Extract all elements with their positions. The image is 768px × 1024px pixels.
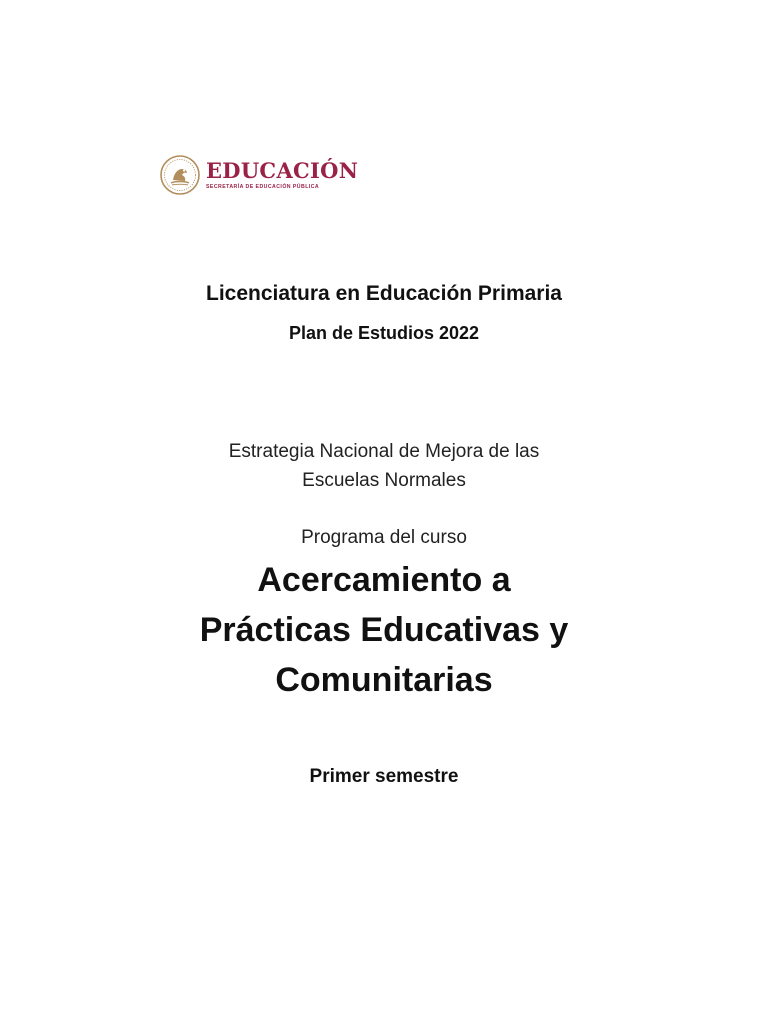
degree-title: Licenciatura en Educación Primaria: [206, 282, 562, 305]
strategy-line-2: Escuelas Normales: [302, 470, 466, 491]
strategy-text: [0, 437, 768, 495]
sep-logo: [160, 154, 358, 196]
course-title-line-2: Prácticas Educativas y: [199, 611, 569, 649]
course-label: Programa del curso: [301, 527, 467, 548]
coat-of-arms-seal-icon: [160, 155, 200, 195]
course-title: [0, 555, 768, 705]
logo-subtitle: SECRETARÍA DE EDUCACIÓN PÚBLICA: [206, 183, 320, 190]
course-title-line-1: Acercamiento a: [257, 561, 511, 599]
study-plan: Plan de Estudios 2022: [288, 323, 480, 343]
strategy-line-1: Estrategia Nacional de Mejora de las: [228, 441, 540, 462]
logo-text: [206, 157, 359, 191]
semester-label: Primer semestre: [309, 766, 459, 787]
course-title-line-3: Comunitarias: [275, 661, 493, 699]
logo-wordmark: EDUCACIÓN: [206, 157, 359, 183]
